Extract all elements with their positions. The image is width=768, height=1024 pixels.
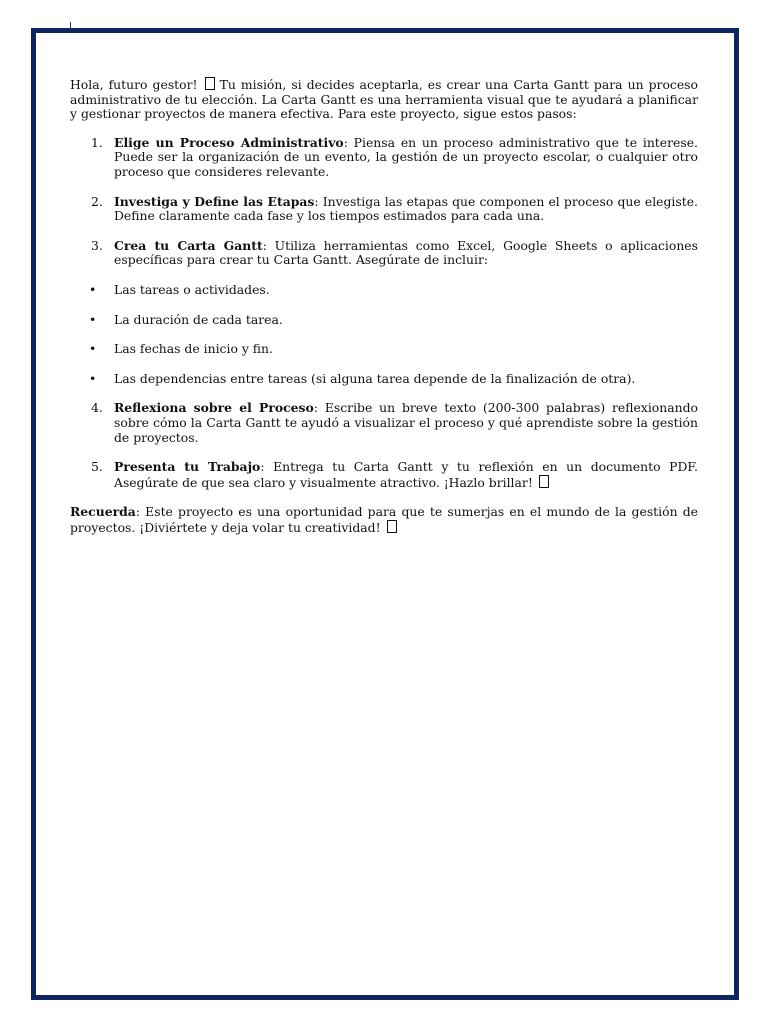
step-1 [70,136,698,180]
step-title: Investiga y Define las Etapas [114,193,315,209]
document-body [70,77,698,535]
step-number: 1. [91,134,103,150]
text-cursor-mark [70,22,71,31]
step-text: : Escribe un breve texto (200-300 palabras) reflexionando sobre cómo la Carta Gantt te ayudó a visualizar el proceso y qué aprendiste sobre la gestión de proyectos. [114,400,699,445]
intro-paragraph [70,77,698,122]
step-3 [70,239,698,268]
step-number: 4. [91,400,103,416]
bullet-icon: • [89,341,97,357]
closing-label: Recuerda [70,504,136,520]
step-title: Crea tu Carta Gantt [114,237,263,253]
closing-paragraph [70,505,698,535]
closing-text: : Este proyecto es una oportunidad para que te sumerjas en el mundo de la gestión de proyectos. ¡Diviértete y deja volar tu creatividad! [70,504,698,535]
step-4 [70,401,698,445]
bullet-text: La duración de cada tarea. [114,311,283,327]
missing-emoji-icon [539,475,549,488]
list-item-dependencias [70,372,698,387]
bullet-icon: • [89,281,97,297]
step-number: 3. [91,237,103,253]
bullet-text: Las fechas de inicio y fin. [114,341,273,357]
step-number: 2. [91,193,103,209]
bullet-icon: • [89,311,97,327]
bullet-text: Las dependencias entre tareas (si alguna tarea depende de la finalización de otra). [114,370,636,386]
step-5 [70,460,698,490]
step-2 [70,195,698,224]
list-item-tareas [70,283,698,298]
step-title: Presenta tu Trabajo [114,459,261,475]
intro-text-b: Tu misión, si decides aceptarla, es crear una Carta Gantt para un proceso administrativo de tu elección. La Carta Gantt es una herramienta visual que te ayudará a planificar y gestionar proyectos de manera efectiva. Para este proyecto, sigue estos pasos: [70,77,698,122]
step-text: : Entrega tu Carta Gantt y tu reflexión en un documento PDF. Asegúrate de que sea claro y visualmente atractivo. ¡Hazlo brillar! [114,459,698,490]
list-item-fechas [70,342,698,357]
step-number: 5. [91,459,103,475]
step-title: Elige un Proceso Administrativo [114,134,344,150]
step-text: : Piensa en un proceso administrativo que te interese. Puede ser la organización de un evento, la gestión de un proyecto escolar, o cualquier otro proceso que consideres relevante. [114,134,698,179]
intro-text-a: Hola, futuro gestor! [70,77,203,92]
step-text: : Utiliza herramientas como Excel, Google Sheets o aplicaciones específicas para crear tu Carta Gantt. Asegúrate de incluir: [114,237,698,268]
missing-emoji-icon [387,520,397,533]
bullet-icon: • [89,370,97,386]
step-title: Reflexiona sobre el Proceso [114,400,314,416]
missing-emoji-icon [205,77,215,90]
list-item-duracion [70,313,698,328]
step-text: : Investiga las etapas que componen el proceso que elegiste. Define claramente cada fase y los tiempos estimados para cada una. [114,193,698,224]
bullet-text: Las tareas o actividades. [114,281,270,297]
